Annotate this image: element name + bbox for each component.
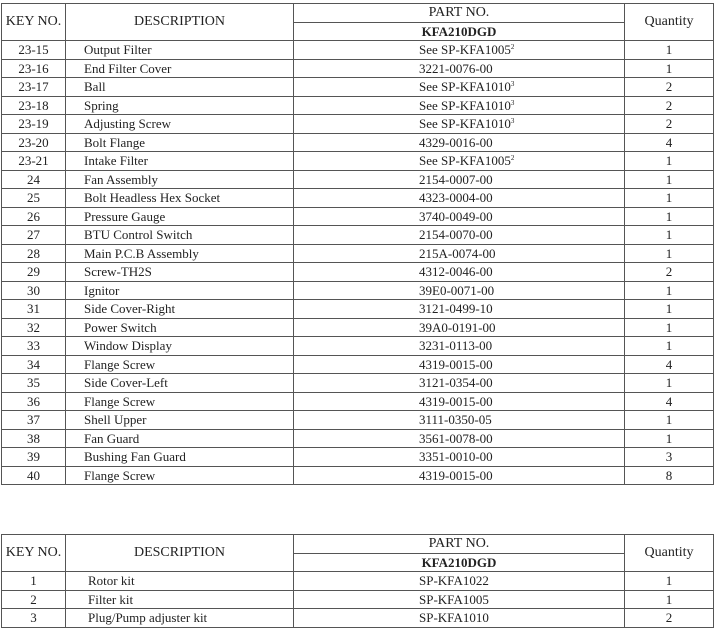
quantity-cell: 1 xyxy=(625,189,714,208)
part-no-cell xyxy=(294,133,625,152)
description-cell: Adjusting Screw xyxy=(66,115,294,134)
description-cell: Power Switch xyxy=(66,318,294,337)
part-no-text: 3121-0354-00 xyxy=(419,375,493,390)
table-row xyxy=(2,244,714,263)
description-cell: End Filter Cover xyxy=(66,59,294,78)
table-row xyxy=(2,466,714,485)
key-no-cell: 37 xyxy=(2,411,66,430)
description-cell: Shell Upper xyxy=(66,411,294,430)
part-no-cell xyxy=(294,189,625,208)
part-no-text: 3231-0113-00 xyxy=(419,338,493,353)
quantity-header: Quantity xyxy=(625,4,714,41)
quantity-cell: 8 xyxy=(625,466,714,485)
quantity-cell: 1 xyxy=(625,337,714,356)
part-no-cell xyxy=(294,115,625,134)
description-cell: Screw-TH2S xyxy=(66,263,294,282)
key-no-cell: 27 xyxy=(2,226,66,245)
part-no-cell xyxy=(294,170,625,189)
key-no-cell: 29 xyxy=(2,263,66,282)
key-no-cell: 23-20 xyxy=(2,133,66,152)
key-no-cell: 23-18 xyxy=(2,96,66,115)
quantity-cell: 2 xyxy=(625,78,714,97)
table-row xyxy=(2,152,714,171)
description-cell: Side Cover-Right xyxy=(66,300,294,319)
table-row xyxy=(2,374,714,393)
table-row xyxy=(2,429,714,448)
table-row xyxy=(2,96,714,115)
key-no-cell: 23-17 xyxy=(2,78,66,97)
table-row xyxy=(2,411,714,430)
quantity-cell: 1 xyxy=(625,226,714,245)
key-no-header: KEY NO. xyxy=(2,4,66,41)
part-no-text: See SP-KFA1010 xyxy=(419,116,511,131)
key-no-cell: 1 xyxy=(2,572,66,591)
quantity-cell: 1 xyxy=(625,281,714,300)
description-cell: Plug/Pump adjuster kit xyxy=(66,609,294,628)
part-no-cell xyxy=(294,466,625,485)
table-row xyxy=(2,355,714,374)
part-no-text: 4312-0046-00 xyxy=(419,264,493,279)
part-no-text: 3221-0076-00 xyxy=(419,60,493,76)
description-cell: Flange Screw xyxy=(66,355,294,374)
table-row xyxy=(2,189,714,208)
table-row xyxy=(2,263,714,282)
key-no-cell: 40 xyxy=(2,466,66,485)
parts-table-body xyxy=(2,41,714,485)
key-no-cell: 39 xyxy=(2,448,66,467)
key-no-cell: 23-21 xyxy=(2,152,66,171)
part-no-header: PART NO. xyxy=(294,535,625,554)
part-no-text: See SP-KFA1010 xyxy=(419,79,511,94)
table-row xyxy=(2,170,714,189)
table-row xyxy=(2,59,714,78)
part-no-cell: SP-KFA1022 xyxy=(294,572,625,591)
footnote-marker: 3 xyxy=(510,117,515,125)
footnote-marker: 3 xyxy=(510,98,515,107)
model-header: KFA210DGD xyxy=(294,553,625,572)
part-no-cell xyxy=(294,337,625,356)
footnote-marker: 2 xyxy=(510,154,515,162)
description-cell: Bolt Flange xyxy=(66,133,294,152)
footnote-marker: 2 xyxy=(510,43,515,51)
quantity-cell: 2 xyxy=(625,96,714,115)
key-no-cell: 32 xyxy=(2,318,66,337)
part-no-cell xyxy=(294,152,625,171)
description-header: DESCRIPTION xyxy=(66,4,294,41)
key-no-cell: 2 xyxy=(2,590,66,609)
table-row xyxy=(2,41,714,60)
table-row xyxy=(2,392,714,411)
description-cell: Bolt Headless Hex Socket xyxy=(66,189,294,208)
part-no-text: 3111-0350-05 xyxy=(419,412,492,427)
quantity-cell: 1 xyxy=(625,590,714,609)
part-no-cell xyxy=(294,392,625,411)
model-header: KFA210DGD xyxy=(294,22,625,41)
footnote-marker: 3 xyxy=(510,80,515,88)
key-no-cell: 23-15 xyxy=(2,41,66,60)
description-cell: Fan Assembly xyxy=(66,170,294,189)
quantity-cell: 1 xyxy=(625,300,714,319)
key-no-header: KEY NO. xyxy=(2,535,66,572)
part-no-text: 3740-0049-00 xyxy=(419,208,493,224)
parts-table xyxy=(1,3,714,485)
part-no-cell xyxy=(294,96,625,115)
part-no-cell xyxy=(294,281,625,300)
description-cell: Pressure Gauge xyxy=(66,207,294,226)
key-no-cell: 31 xyxy=(2,300,66,319)
part-no-text: 4319-0015-00 xyxy=(419,393,493,409)
part-no-cell: SP-KFA1005 xyxy=(294,590,625,609)
part-no-cell xyxy=(294,300,625,319)
key-no-cell: 28 xyxy=(2,244,66,263)
part-no-text: 4319-0015-00 xyxy=(419,467,493,483)
part-no-cell xyxy=(294,411,625,430)
quantity-cell: 1 xyxy=(625,572,714,591)
key-no-cell: 35 xyxy=(2,374,66,393)
key-no-cell: 23-19 xyxy=(2,115,66,134)
key-no-cell: 36 xyxy=(2,392,66,411)
part-no-cell xyxy=(294,429,625,448)
part-no-cell xyxy=(294,78,625,97)
quantity-cell: 2 xyxy=(625,263,714,282)
table-row xyxy=(2,207,714,226)
description-cell: Main P.C.B Assembly xyxy=(66,244,294,263)
quantity-cell: 1 xyxy=(625,152,714,171)
quantity-cell: 2 xyxy=(625,115,714,134)
part-no-text: 3121-0499-10 xyxy=(419,301,493,316)
quantity-cell: 1 xyxy=(625,429,714,448)
part-no-text: 4323-0004-00 xyxy=(419,190,493,205)
part-no-text: 4329-0016-00 xyxy=(419,134,493,150)
part-no-text: 2154-0007-00 xyxy=(419,171,493,187)
key-no-cell: 24 xyxy=(2,170,66,189)
description-cell: Output Filter xyxy=(66,41,294,60)
part-no-text: 39A0-0191-00 xyxy=(419,319,496,335)
description-cell: Flange Screw xyxy=(66,466,294,485)
table-row xyxy=(2,337,714,356)
description-cell: Window Display xyxy=(66,337,294,356)
key-no-cell: 34 xyxy=(2,355,66,374)
table-row xyxy=(2,448,714,467)
quantity-cell: 1 xyxy=(625,318,714,337)
quantity-cell: 1 xyxy=(625,244,714,263)
key-no-cell: 26 xyxy=(2,207,66,226)
kits-table-body xyxy=(2,572,714,628)
description-cell: Ball xyxy=(66,78,294,97)
part-no-text: See SP-KFA1005 xyxy=(419,42,511,57)
quantity-cell: 1 xyxy=(625,41,714,60)
quantity-cell: 4 xyxy=(625,133,714,152)
part-no-cell: SP-KFA1010 xyxy=(294,609,625,628)
table-row xyxy=(2,133,714,152)
key-no-cell: 38 xyxy=(2,429,66,448)
description-cell: Filter kit xyxy=(66,590,294,609)
description-cell: Flange Screw xyxy=(66,392,294,411)
part-no-text: 4319-0015-00 xyxy=(419,356,493,372)
description-cell: Intake Filter xyxy=(66,152,294,171)
description-header: DESCRIPTION xyxy=(66,535,294,572)
part-no-header: PART NO. xyxy=(294,4,625,23)
key-no-cell: 25 xyxy=(2,189,66,208)
table-row xyxy=(2,590,714,609)
description-cell: Spring xyxy=(66,96,294,115)
part-no-cell xyxy=(294,226,625,245)
description-cell: Fan Guard xyxy=(66,429,294,448)
part-no-cell xyxy=(294,207,625,226)
quantity-cell: 1 xyxy=(625,411,714,430)
description-cell: Side Cover-Left xyxy=(66,374,294,393)
quantity-cell: 4 xyxy=(625,392,714,411)
part-no-text: 215A-0074-00 xyxy=(419,245,496,261)
quantity-cell: 1 xyxy=(625,59,714,78)
part-no-cell xyxy=(294,355,625,374)
part-no-cell xyxy=(294,41,625,60)
part-no-cell xyxy=(294,318,625,337)
quantity-cell: 1 xyxy=(625,207,714,226)
key-no-cell: 23-16 xyxy=(2,59,66,78)
table-row xyxy=(2,572,714,591)
quantity-cell: 3 xyxy=(625,448,714,467)
part-no-cell xyxy=(294,244,625,263)
description-cell: Rotor kit xyxy=(66,572,294,591)
quantity-cell: 1 xyxy=(625,170,714,189)
part-no-cell xyxy=(294,59,625,78)
table-row xyxy=(2,78,714,97)
key-no-cell: 3 xyxy=(2,609,66,628)
table-row xyxy=(2,281,714,300)
part-no-text: See SP-KFA1010 xyxy=(419,97,511,113)
part-no-text: 2154-0070-00 xyxy=(419,227,493,242)
kits-table xyxy=(1,534,714,628)
quantity-cell: 1 xyxy=(625,374,714,393)
part-no-text: See SP-KFA1005 xyxy=(419,153,511,168)
key-no-cell: 33 xyxy=(2,337,66,356)
quantity-cell: 2 xyxy=(625,609,714,628)
key-no-cell: 30 xyxy=(2,281,66,300)
table-row xyxy=(2,226,714,245)
part-no-cell xyxy=(294,374,625,393)
description-cell: Bushing Fan Guard xyxy=(66,448,294,467)
description-cell: BTU Control Switch xyxy=(66,226,294,245)
part-no-text: 3351-0010-00 xyxy=(419,449,493,464)
table-row xyxy=(2,318,714,337)
table-row xyxy=(2,609,714,628)
table-row xyxy=(2,300,714,319)
part-no-cell xyxy=(294,448,625,467)
description-cell: Ignitor xyxy=(66,281,294,300)
part-no-text: 39E0-0071-00 xyxy=(419,282,495,298)
part-no-cell xyxy=(294,263,625,282)
quantity-header: Quantity xyxy=(625,535,714,572)
table-row xyxy=(2,115,714,134)
part-no-text: 3561-0078-00 xyxy=(419,430,493,446)
quantity-cell: 4 xyxy=(625,355,714,374)
